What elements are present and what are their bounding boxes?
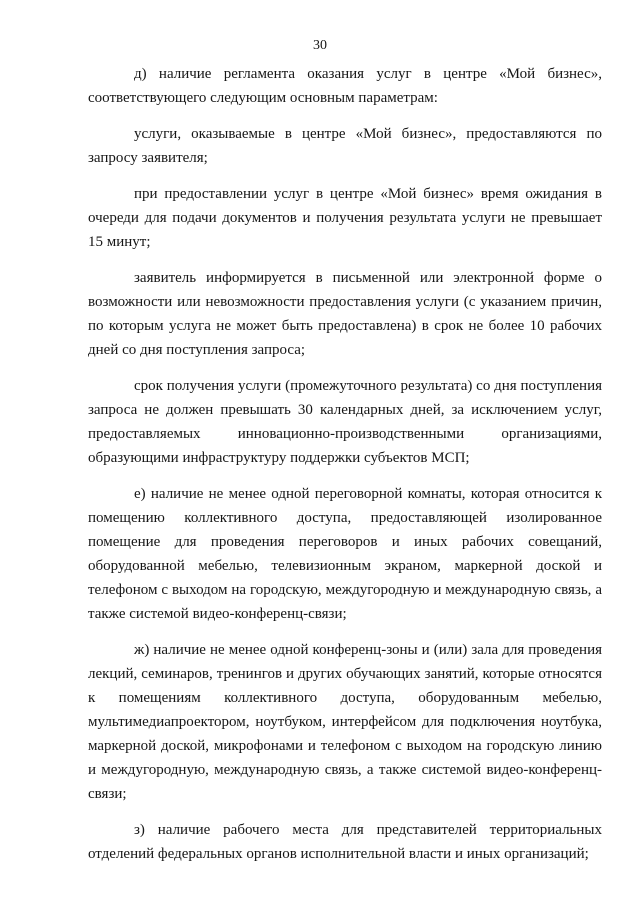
page-number: 30 (313, 38, 327, 53)
paragraph-on-request: услуги, оказываемые в центре «Мой бизнес», предоставляются по запросу заявителя; (88, 126, 602, 166)
paragraph-zh: ж) наличие не менее одной конференц-зоны и (или) зала для проведения лекций, семинаров, тренингов и других обучающих занятий, которые относятся к помещениям коллективного доступа, оборудованным мебелью, мультимедиапроектором, ноутбуком, интерфейсом для подключения ноутбука, маркерной доской, микрофонами и телефоном с выходом на городскую линию и междугородную, международную связь, а также системой видео-конференц-связи; (88, 642, 602, 802)
paragraph-informing: заявитель информируется в письменной или электронной форме о возможности или невозможности предоставления услуги (с указанием причин, по которым услуга не может быть предоставлена) в срок не более 10 рабочих дней со дня поступления запроса; (88, 270, 602, 358)
paragraph-d: д) наличие регламента оказания услуг в центре «Мой бизнес», соответствующего следующим основным параметрам: (88, 66, 602, 106)
paragraph-z: з) наличие рабочего места для представителей территориальных отделений федеральных органов исполнительной власти и иных организаций; (88, 822, 602, 862)
paragraph-waiting-time: при предоставлении услуг в центре «Мой бизнес» время ожидания в очереди для подачи документов и получения результата услуги не превышает 15 минут; (88, 186, 602, 250)
document-body (88, 62, 602, 878)
paragraph-e: е) наличие не менее одной переговорной комнаты, которая относится к помещению коллективного доступа, предоставляющей изолированное помещение для проведения переговоров и иных рабочих совещаний, оборудованной мебелью, телевизионным экраном, маркерной доской и телефоном с выходом на городскую, междугородную и международную связь, а также системой видео-конференц-связи; (88, 486, 602, 622)
paragraph-service-term: срок получения услуги (промежуточного результата) со дня поступления запроса не должен превышать 30 календарных дней, за исключением услуг, предоставляемых инновационно-производственными организациями, образующими инфраструктуру поддержки субъектов МСП; (88, 378, 602, 466)
